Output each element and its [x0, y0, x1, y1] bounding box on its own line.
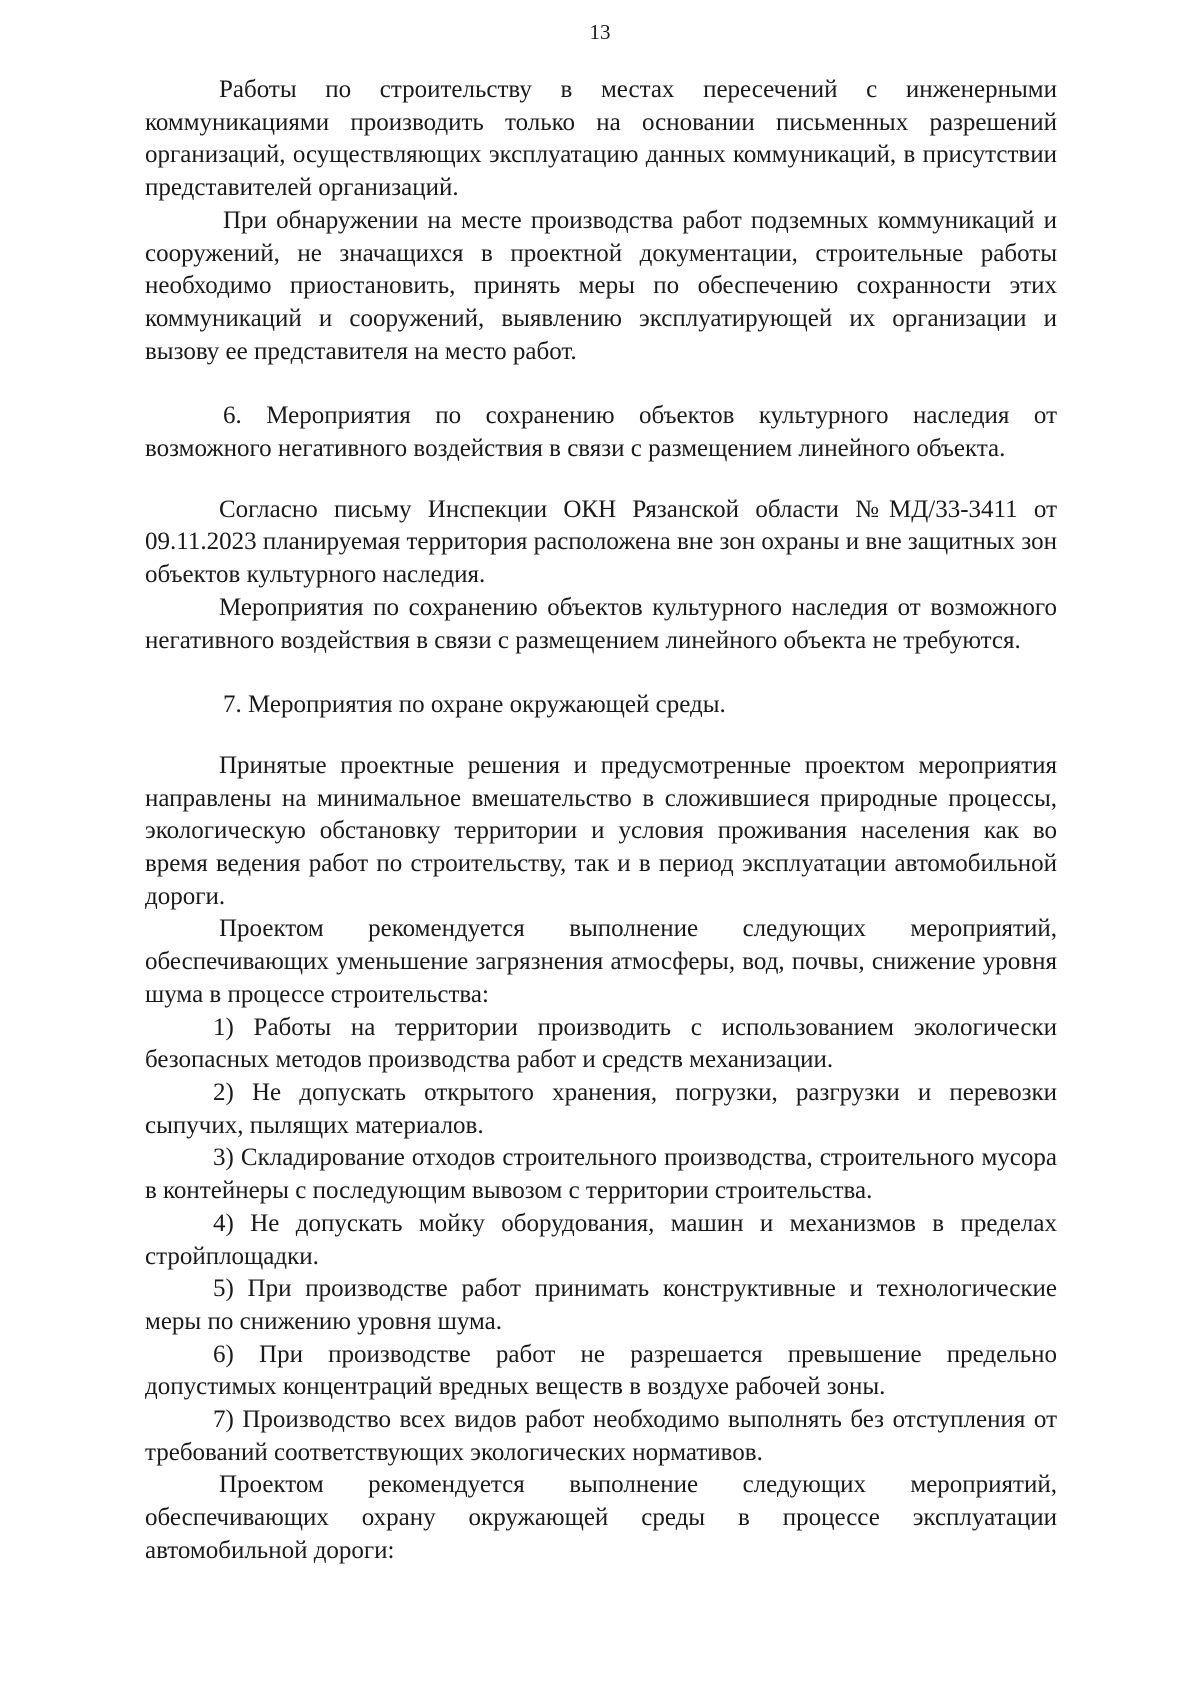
paragraph-heritage-letter: Согласно письму Инспекции ОКН Рязанской области №МД/33-3411 от 09.11.2023 планируемая территория расположена вне зон охраны и вне защитных зон объектов культурного наследия. — [145, 495, 1057, 589]
list-item: 7) Производство всех видов работ необходимо выполнять без отступления от требований соответствующих экологических нормативов. — [145, 1406, 1057, 1466]
list-item: 6) При производстве работ не разрешается превышение предельно допустимых концентраций вредных веществ в воздухе рабочей зоны. — [145, 1340, 1057, 1401]
section-heading-7: 7. Мероприятия по охране окружающей среды. — [223, 691, 726, 719]
paragraph-construction-measures-intro: Проектом рекомендуется выполнение следующих мероприятий, обеспечивающих уменьшение загрязнения атмосферы, вод, почвы, снижение уровня шума в процессе строительства: — [145, 915, 1057, 1008]
paragraph-unexpected-utilities: При обнаружении на месте производства работ подземных коммуникаций и сооружений, не значащихся в проектной документации, строительные работы необходимо приостановить, принять меры по обеспечению сохранности этих коммуникаций и сооружений, выявлению эксплуатирующей их организации и вызову ее представителя на место работ. — [145, 206, 1057, 365]
list-item: 5) При производстве работ принимать конструктивные и технологические меры по снижению уровня шума. — [145, 1275, 1057, 1335]
spacer — [145, 722, 1057, 750]
list-item: 1) Работы на территории производить с использованием экологически безопасных методов производства работ и средств механизации. — [145, 1013, 1057, 1074]
paragraph-utility-crossings: Работы по строительству в местах пересечений с инженерными коммуникациями производить только на основании письменных разрешений организаций, осуществляющих эксплуатацию данных коммуникаций, в присутствии представителей организаций. — [145, 76, 1057, 202]
list-item: 4) Не допускать мойку оборудования, машин и механизмов в пределах стройплощадки. — [145, 1209, 1057, 1270]
paragraph-operation-measures-intro: Проектом рекомендуется выполнение следующих мероприятий, обеспечивающих охрану окружающей среды в процессе эксплуатации автомобильной дороги: — [145, 1471, 1057, 1564]
spacer — [145, 368, 1057, 400]
spacer — [145, 657, 1057, 689]
spacer — [145, 466, 1057, 494]
paragraph-heritage-not-required: Мероприятия по сохранению объектов культурного наследия от возможного негативного воздействия в связи с размещением линейного объекта не требуются. — [145, 593, 1057, 654]
page-number: 13 — [589, 20, 611, 44]
list-item: 3) Складирование отходов строительного производства, строительного мусора в контейнеры с последующим вывозом с территории строительства. — [145, 1144, 1057, 1205]
list-item: 2) Не допускать открытого хранения, погрузки, разгрузки и перевозки сыпучих, пылящих материалов. — [145, 1078, 1057, 1139]
document-body — [145, 74, 1057, 1568]
section-heading-6: 6. Мероприятия по сохранению объектов культурного наследия от возможного негативного воздействия в связи с размещением линейного объекта. — [145, 402, 1057, 463]
paragraph-design-decisions: Принятые проектные решения и предусмотренные проектом мероприятия направлены на минимальное вмешательство в сложившиеся природные процессы, экологическую обстановку территории и условия проживания населения как во время ведения работ по строительству, так и в период эксплуатации автомобильной дороги. — [145, 751, 1057, 910]
